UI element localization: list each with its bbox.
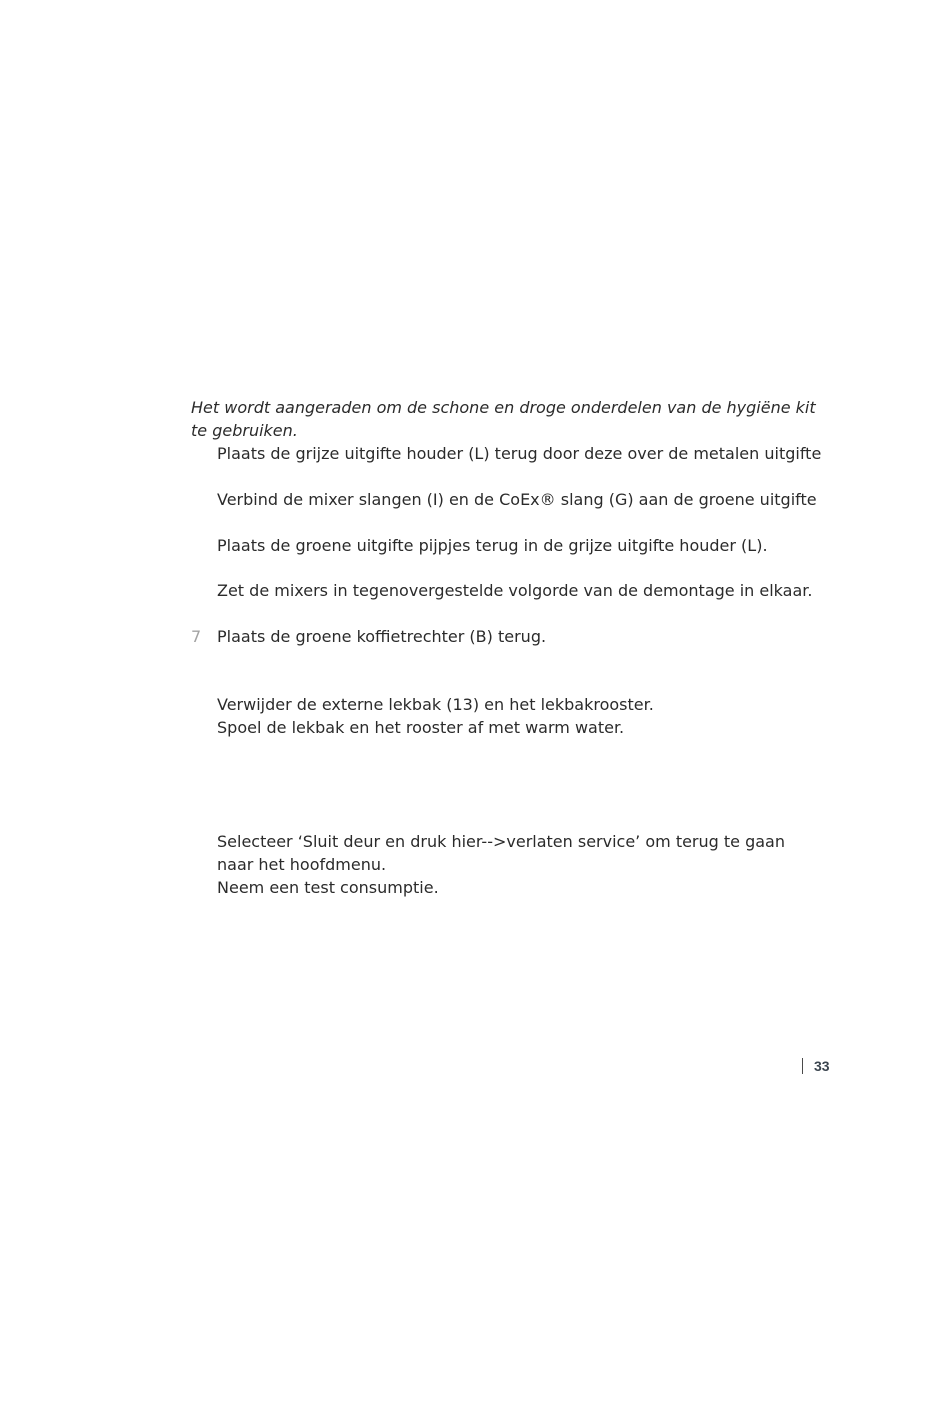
step-exit-service: Selecteer ‘Sluit deur en druk hier-->verlaten service’ om terug te gaan naar het hoofdmenu. xyxy=(217,832,785,874)
step-place-grey-holder: Plaats de grijze uitgifte houder (L) terug door deze over de metalen uitgifte xyxy=(217,444,822,463)
step-place-coffee-funnel: Plaats de groene koffietrechter (B) terug. xyxy=(217,627,547,646)
page-number: 33 xyxy=(814,1058,830,1074)
intro-note: Het wordt aangeraden om de schone en droge onderdelen van de hygiëne kit te gebruiken. xyxy=(191,398,816,440)
step-connect-hoses: Verbind de mixer slangen (I) en de CoEx® slang (G) aan de groene uitgifte xyxy=(217,490,817,509)
step-number-7: 7 xyxy=(191,627,202,646)
step-place-green-pipes: Plaats de groene uitgifte pijpjes terug in de grijze uitgifte houder (L). xyxy=(217,536,768,555)
step-rinse-drip-tray: Spoel de lekbak en het rooster af met warm water. xyxy=(217,718,625,737)
step-test-consumption: Neem een test consumptie. xyxy=(217,878,439,897)
step-assemble-mixers: Zet de mixers in tegenovergestelde volgorde van de demontage in elkaar. xyxy=(217,581,813,600)
page-footer xyxy=(802,1056,830,1076)
footer-divider xyxy=(802,1058,803,1074)
step-remove-drip-tray: Verwijder de externe lekbak (13) en het lekbakrooster. xyxy=(217,695,654,714)
